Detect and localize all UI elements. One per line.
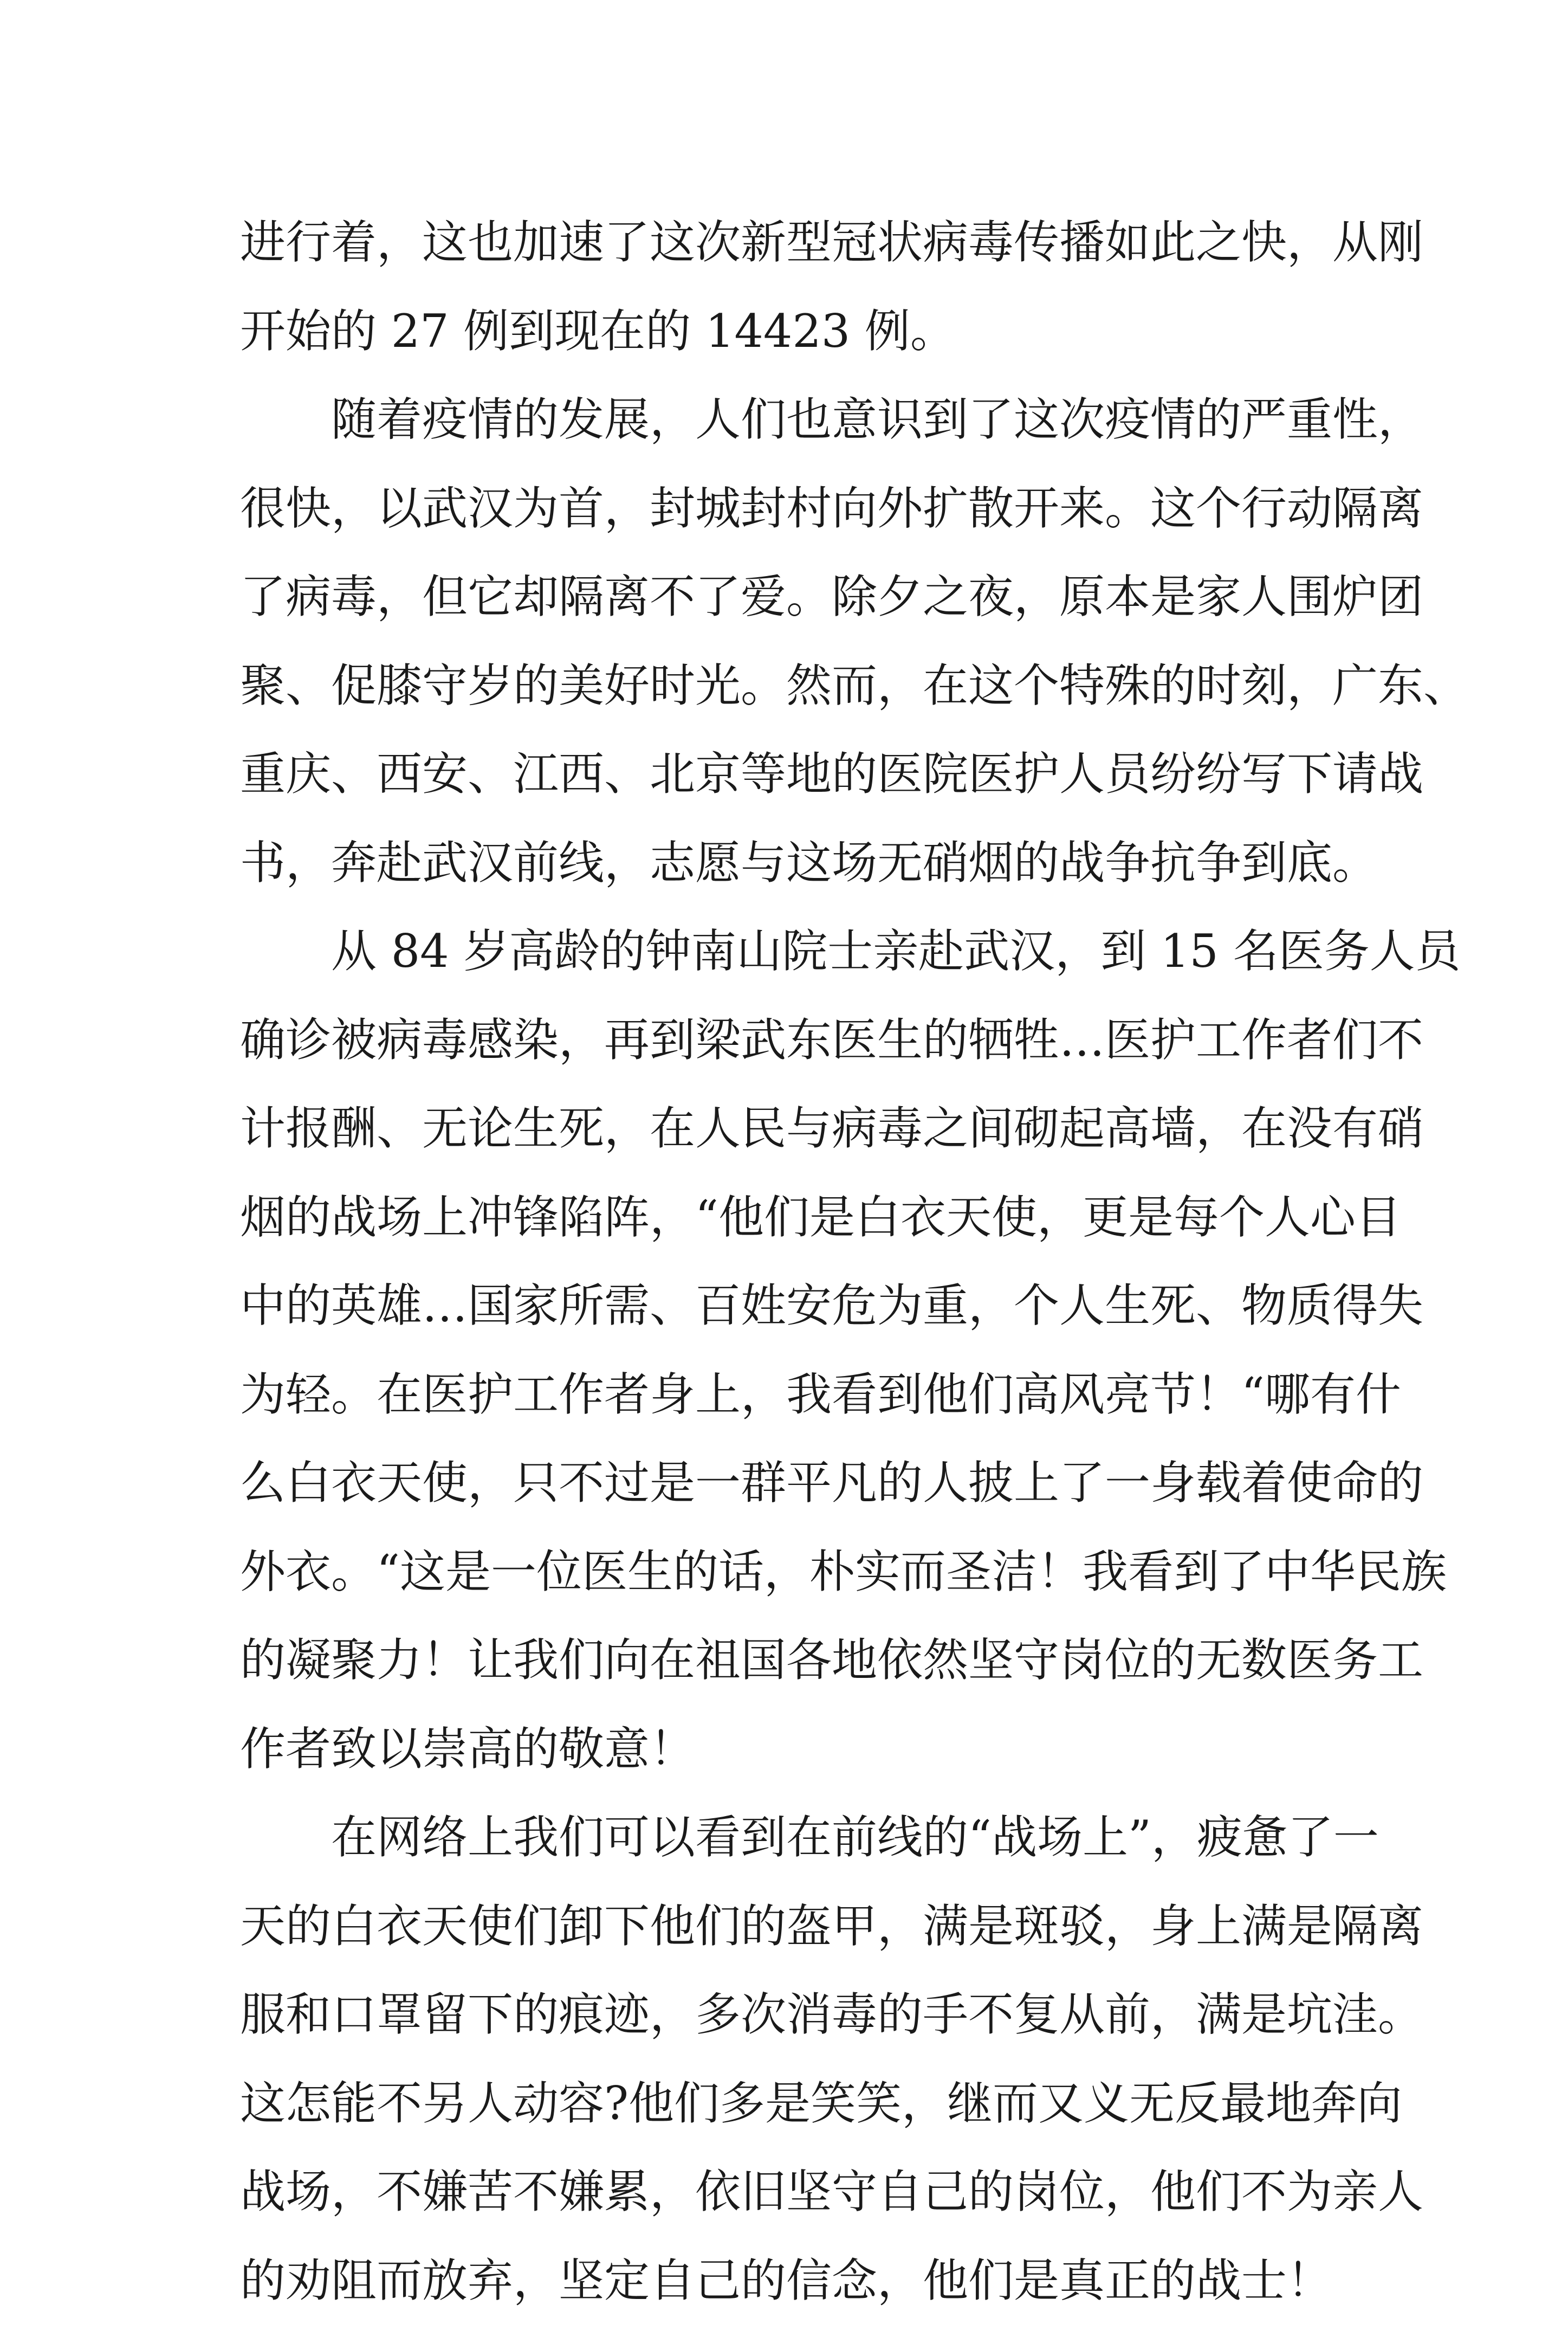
text-line: 作者致以崇高的敬意！ <box>240 1705 1332 1794</box>
text-line: 开始的 27 例到现在的 14423 例。 <box>240 287 1332 376</box>
text-line: 确诊被病毒感染，再到梁武东医生的牺牲…医护工作者们不 <box>240 996 1332 1085</box>
text-line: 很快，以武汉为首，封城封村向外扩散开来。这个行动隔离 <box>240 464 1332 553</box>
text-line: 的劝阻而放弃，坚定自己的信念，他们是真正的战士！ <box>240 2237 1332 2325</box>
text-line: 了病毒，但它却隔离不了爱。除夕之夜，原本是家人围炉团 <box>240 553 1332 642</box>
body-text <box>240 198 1332 2325</box>
text-line: 外衣。“这是一位医生的话，朴实而圣洁！我看到了中华民族 <box>240 1528 1332 1617</box>
text-line: 的凝聚力！让我们向在祖国各地依然坚守岗位的无数医务工 <box>240 1616 1332 1705</box>
text-line: 书，奔赴武汉前线，志愿与这场无硝烟的战争抗争到底。 <box>240 819 1332 908</box>
text-line: 烟的战场上冲锋陷阵，“他们是白衣天使，更是每个人心目 <box>240 1173 1332 1262</box>
text-line: 么白衣天使，只不过是一群平凡的人披上了一身载着使命的 <box>240 1439 1332 1528</box>
text-line: 天的白衣天使们卸下他们的盔甲，满是斑驳，身上满是隔离 <box>240 1882 1332 1971</box>
text-line: 随着疫情的发展，人们也意识到了这次疫情的严重性， <box>240 376 1332 464</box>
text-line: 聚、促膝守岁的美好时光。然而，在这个特殊的时刻，广东、 <box>240 642 1332 731</box>
text-line: 计报酬、无论生死，在人民与病毒之间砌起高墙，在没有硝 <box>240 1084 1332 1173</box>
text-line: 服和口罩留下的痕迹，多次消毒的手不复从前，满是坑洼。 <box>240 1971 1332 2059</box>
text-line: 进行着，这也加速了这次新型冠状病毒传播如此之快，从刚 <box>240 198 1332 287</box>
text-line: 中的英雄…国家所需、百姓安危为重，个人生死、物质得失 <box>240 1262 1332 1351</box>
text-line: 战场，不嫌苦不嫌累，依旧坚守自己的岗位，他们不为亲人 <box>240 2148 1332 2237</box>
text-line: 重庆、西安、江西、北京等地的医院医护人员纷纷写下请战 <box>240 730 1332 819</box>
text-line: 从 84 岁高龄的钟南山院士亲赴武汉，到 15 名医务人员 <box>240 907 1332 996</box>
text-line: 这怎能不另人动容?他们多是笑笑，继而又义无反最地奔向 <box>240 2059 1332 2148</box>
text-line: 在网络上我们可以看到在前线的“战场上”，疲惫了一 <box>240 1793 1332 1882</box>
text-line: 为轻。在医护工作者身上，我看到他们高风亮节！“哪有什 <box>240 1351 1332 1439</box>
